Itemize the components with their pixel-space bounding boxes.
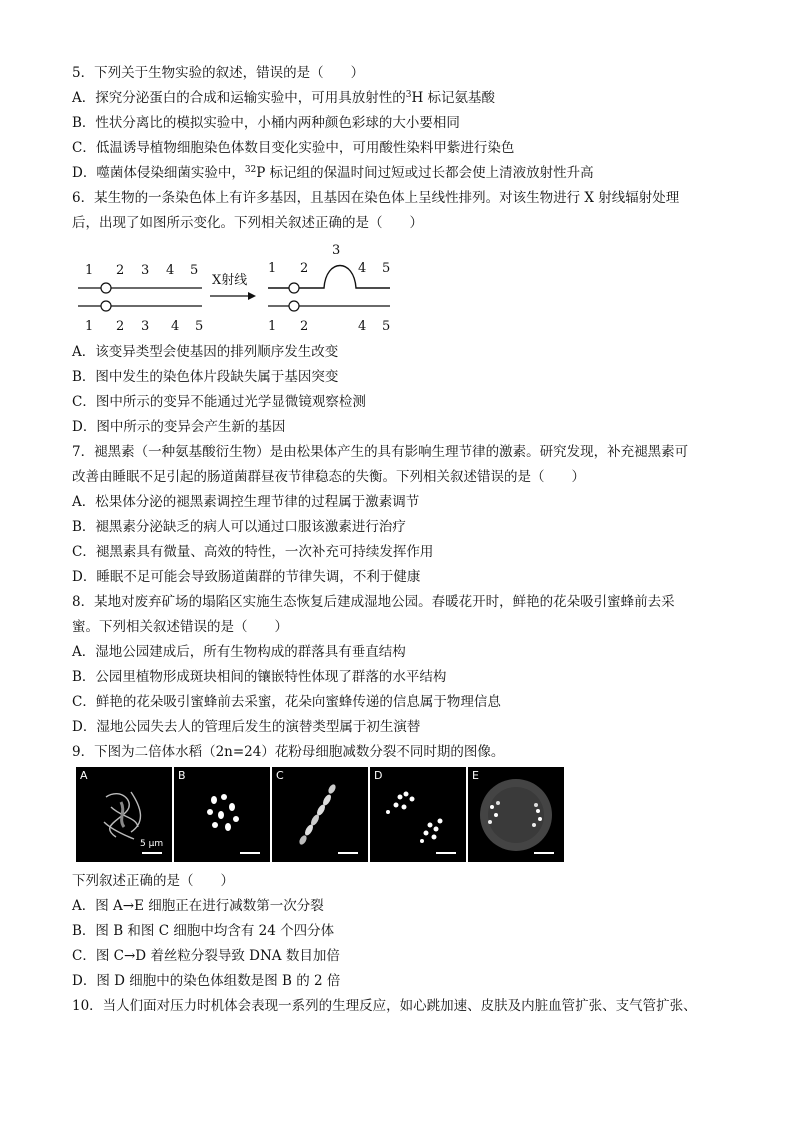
q6-option-a: A．该变异类型会使基因的排列顺序发生改变 [72,344,339,360]
left-top-num-1: 1 [85,263,94,278]
right-top-num-2: 2 [300,261,309,276]
q6-stem-line2: 后，出现了如图所示变化。下列相关叙述正确的是（ ） [72,215,423,231]
micrograph-b-label: B [178,769,186,782]
right-top-num-1: 1 [268,261,277,276]
q5-option-d-pre: D．噬菌体侵染细菌实验中， [72,165,245,181]
micrograph-c-scale-bar [338,852,358,854]
q8-option-d: D．湿地公园失去人的管理后发生的演替类型属于初生演替 [72,719,421,735]
q7-option-d: D．睡眠不足可能会导致肠道菌群的节律失调，不利于健康 [72,569,421,585]
left-top-num-4: 4 [166,263,175,278]
left-top-num-5: 5 [190,263,199,278]
q9-option-c: C．图 C→D 着丝粒分裂导致 DNA 数目加倍 [72,948,340,964]
q8-option-c: C．鲜艳的花朵吸引蜜蜂前去采蜜，花朵向蜜蜂传递的信息属于物理信息 [72,694,501,710]
q7-option-b: B．褪黑素分泌缺乏的病人可以通过口服该激素进行治疗 [72,519,406,535]
scale-bar-label: 5 μm [140,839,164,849]
q5-option-b: B．性状分离比的模拟实验中，小桶内两种颜色彩球的大小要相同 [72,115,460,131]
left-bottom-num-1: 1 [85,319,94,334]
q5-option-d-sup: 32 [244,165,257,175]
left-centromere-bottom [101,301,111,311]
q8-option-a: A．湿地公园建成后，所有生物构成的群落具有垂直结构 [72,644,406,660]
q5-option-d [72,164,594,182]
arrow-head [248,292,256,300]
right-bottom-num-4: 4 [358,319,367,334]
right-top-num-4: 4 [358,261,367,276]
q6-option-d: D．图中所示的变异会产生新的基因 [72,419,286,435]
q7-option-a: A．松果体分泌的褪黑素调控生理节律的过程属于激素调节 [72,494,420,510]
micrograph-e [468,767,564,862]
right-bottom-num-2: 2 [300,319,309,334]
right-top-num-5: 5 [382,261,391,276]
right-top-num-3: 3 [332,243,341,258]
left-top-num-2: 2 [116,263,125,278]
chromosome-diagram [72,240,402,336]
q9-option-a: A．图 A→E 细胞正在进行减数第一次分裂 [72,898,324,914]
left-top-num-3: 3 [141,263,150,278]
micrograph-d-scale-bar [436,852,456,854]
q9-option-d: D．图 D 细胞中的染色体组数是图 B 的 2 倍 [72,973,341,989]
q5-option-d-post: P 标记组的保温时间过短或过长都会使上清液放射性升高 [256,165,594,181]
micrograph-e-telophase [468,767,564,862]
micrograph-e-label: E [472,769,479,782]
right-chromatid-top [268,266,390,289]
q8-stem-line1: 8．某地对废弃矿场的塌陷区实施生态恢复后建成湿地公园。春暖花开时，鲜艳的花朵吸引蜜蜂前去采 [72,594,675,610]
left-bottom-num-2: 2 [116,319,125,334]
q7-stem-line1: 7．褪黑素（一种氨基酸衍生物）是由松果体产生的具有影响生理节律的激素。研究发现，补充褪黑素可 [72,444,689,460]
q9-stem: 9．下图为二倍体水稻（2n=24）花粉母细胞减数分裂不同时期的图像。 [72,744,505,760]
left-bottom-num-5: 5 [195,319,204,334]
micrograph-c-metaphase [272,767,368,862]
q6-stem-line1: 6．某生物的一条染色体上有许多基因，且基因在染色体上呈线性排列。对该生物进行 X 射线辐射处理 [72,190,680,206]
q5-stem: 5．下列关于生物实验的叙述，错误的是（ ） [72,65,365,81]
left-centromere-top [101,283,111,293]
q9-question: 下列叙述正确的是（ ） [72,873,234,889]
arrow-label: X射线 [212,273,248,288]
micrograph-a-scale-bar [142,852,162,854]
micrograph-a-label: A [80,769,88,782]
micrograph-d-anaphase [370,767,466,862]
q9-option-b: B．图 B 和图 C 细胞中均含有 24 个四分体 [72,923,335,939]
q5-option-a-post: H 标记氨基酸 [411,90,496,106]
q6-option-b: B．图中发生的染色体片段缺失属于基因突变 [72,369,339,385]
q5-option-c: C．低温诱导植物细胞染色体数目变化实验中，可用酸性染料甲紫进行染色 [72,140,515,156]
q5-option-a [72,89,495,107]
q6-option-c: C．图中所示的变异不能通过光学显微镜观察检测 [72,394,366,410]
q5-option-a-sup: 3 [405,90,412,100]
right-bottom-num-5: 5 [382,319,391,334]
micrograph-a [76,767,172,862]
micrograph-d [370,767,466,862]
q7-stem-line2: 改善由睡眠不足引起的肠道菌群昼夜节律稳态的失衡。下列相关叙述错误的是（ ） [72,469,585,485]
micrograph-d-label: D [374,769,383,782]
q5-option-a-pre: A．探究分泌蛋白的合成和运输实验中，可用具放射性的 [72,90,406,106]
left-bottom-num-4: 4 [171,319,180,334]
right-bottom-num-1: 1 [268,319,277,334]
right-centromere-top [289,283,299,293]
micrograph-c-label: C [276,769,284,782]
micrograph-b-scale-bar [240,852,260,854]
right-centromere-bottom [289,301,299,311]
q8-stem-line2: 蜜。下列相关叙述错误的是（ ） [72,619,288,635]
q10-stem-line1: 10．当人们面对压力时机体会表现一系列的生理反应，如心跳加速、皮肤及内脏血管扩张、支气管扩张、 [72,998,697,1014]
micrograph-b-bivalents [174,767,270,862]
micrograph-c [272,767,368,862]
left-bottom-num-3: 3 [141,319,150,334]
q7-option-c: C．褪黑素具有微量、高效的特性，一次补充可持续发挥作用 [72,544,434,560]
micrograph-b [174,767,270,862]
q8-option-b: B．公园里植物形成斑块相间的镶嵌特性体现了群落的水平结构 [72,669,447,685]
micrograph-e-scale-bar [534,852,554,854]
